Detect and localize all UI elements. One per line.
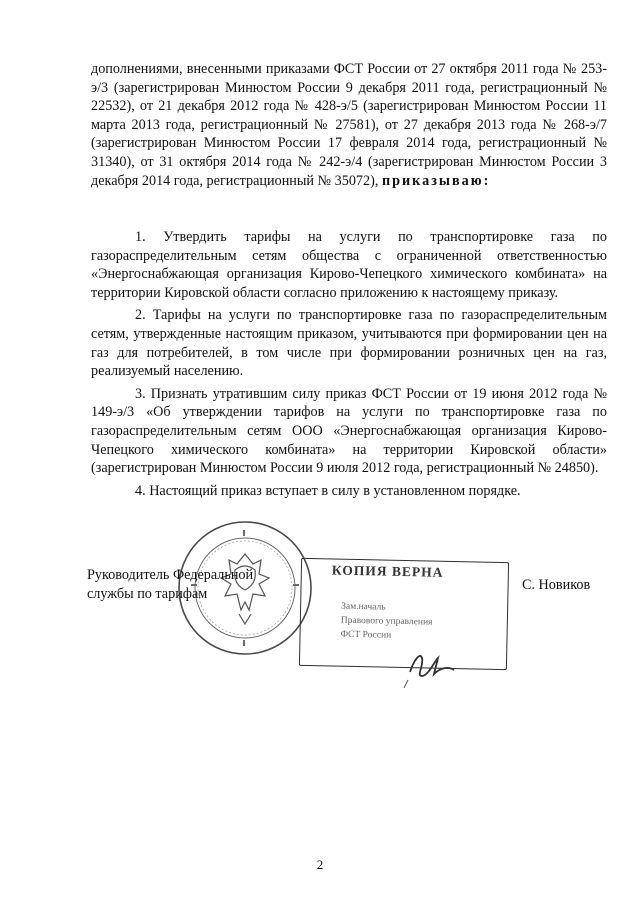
position-line-2: службы по тарифам [87, 586, 208, 602]
intro-paragraph [91, 60, 607, 190]
stamp-line-3: ФСТ России [340, 629, 392, 641]
handwritten-signature-icon [396, 640, 466, 690]
signature-position [87, 566, 287, 604]
signatory-name: С. Новиков [522, 577, 591, 593]
stamp-title: КОПИЯ ВЕРНА [331, 562, 444, 580]
order-item-1: 1. Утвердить тарифы на услуги по транспортировке газа по газораспределительным сетям общества с ограниченной ответственностью «Энергоснабжающая организация Кирово-Чепецкого химического комбината» на территории Кировской области согласно приложению к настоящему приказу. [91, 229, 607, 301]
order-word: приказываю: [381, 172, 491, 189]
position-line-1: Руководитель Федеральной [87, 567, 254, 583]
order-item-2: 2. Тарифы на услуги по транспортировке газа по газораспределительным сетям, утвержденные настоящим приказом, учитываются при формировании цен на газ для потребителей, в том числе при формировании розничных цен на газ, реализуемый населению. [91, 307, 607, 380]
page-number: 2 [316, 857, 324, 872]
stamp-line-1: Зам.началь [341, 601, 386, 613]
intro-text: дополнениями, внесенными приказами ФСТ России от 27 октября 2011 года № 253-э/3 (зарегистрирован Минюстом России 9 декабря 2011 года, регистрационный № 22532), от 21 декабря 2012 года № 428-э/5 (зарегистрирован Минюстом России 11 марта 2013 года, регистрационный № 27581), от 27 декабря 2013 года № 268-э/7 (зарегистрирован Минюстом России 17 февраля 2014 года, регистрационный № 31340), от 31 октября 2014 года № 242-э/4 (зарегистрирован Минюстом России 3 декабря 2014 года, регистрационный № 35072), [91, 61, 607, 189]
order-items [91, 228, 607, 504]
order-item-4: 4. Настоящий приказ вступает в силу в установленном порядке. [135, 482, 521, 499]
order-item-3: 3. Признать утратившим силу приказ ФСТ России от 19 июня 2012 года № 149-э/3 «Об утверждении тарифов на услуги по транспортировке газа по газораспределительным сетям ООО «Энергоснабжающая организация Кирово-Чепецкого химического комбината» на территории Кировской области» (зарегистрирован Минюстом России 9 июля 2012 года, регистрационный № 24850). [91, 385, 607, 477]
stamp-line-2: Правового управления [340, 615, 433, 628]
